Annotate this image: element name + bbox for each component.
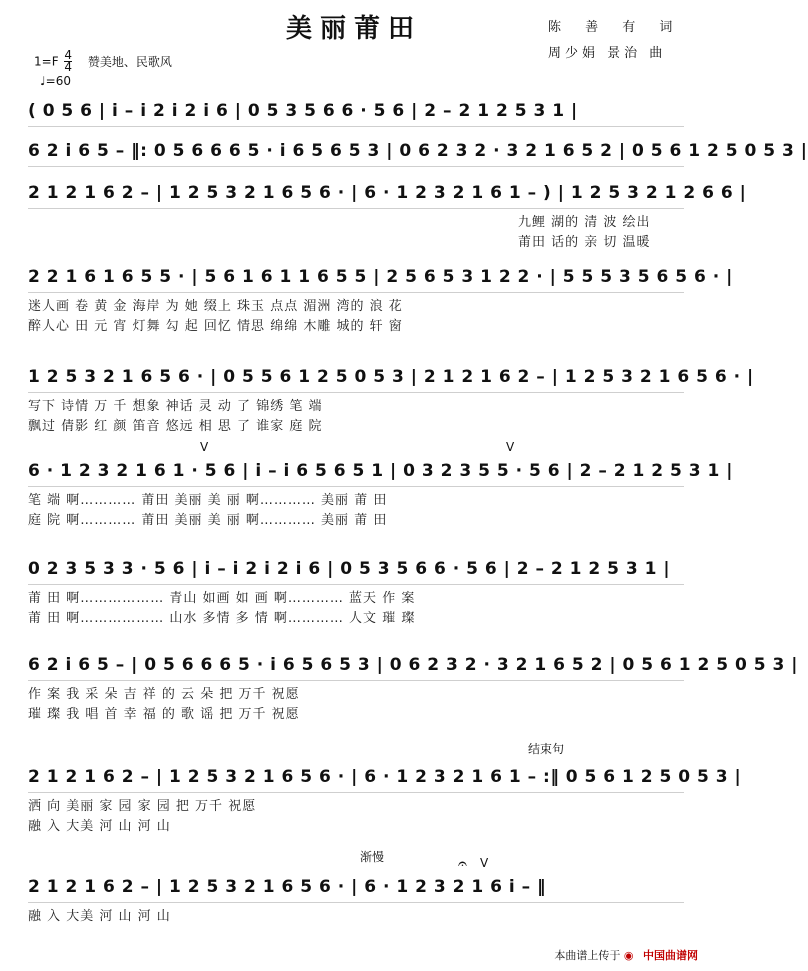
lyric-verse-2: 莆田 话的 亲 切 温暖 (518, 235, 651, 250)
score-line-6 (28, 440, 733, 531)
breath-mark: V (480, 856, 489, 870)
score-line-10 (28, 850, 684, 927)
score-line-7 (28, 554, 684, 629)
notation-row: 2 1 2 1 6 2 – | 1 2 5 3 2 1 6 5 6 · | 6 · 1 2 3 2 1 6 i – ‖ (28, 872, 684, 903)
lyric-verse-1: 融 入 大美 河 山 河 山 (28, 909, 171, 924)
score-line-8 (28, 650, 798, 725)
lyric-verse-1: 笔 端 啊………… 莆田 美丽 美 丽 啊………… 美丽 莆 田 (28, 493, 388, 508)
lyric-verse-1: 洒 向 美丽 家 园 家 园 把 万千 祝愿 (28, 799, 257, 814)
ending-label: 结束句 (528, 742, 565, 756)
lyric-verse-1: 迷人画 卷 黄 金 海岸 为 她 缀上 珠玉 点点 湄洲 湾的 浪 花 (28, 299, 403, 314)
lyric-verse-1: 作 案 我 采 朵 吉 祥 的 云 朵 把 万千 祝愿 (28, 687, 300, 702)
lyric-verse-2: 庭 院 啊………… 莆田 美丽 美 丽 啊………… 美丽 莆 田 (28, 513, 388, 528)
lyric-verse-2: 璀 璨 我 唱 首 幸 福 的 歌 谣 把 万千 祝愿 (28, 707, 300, 722)
score-line-2 (28, 136, 808, 167)
lyric-verse-1: 九鲤 湖的 清 波 绘出 (518, 215, 651, 230)
notation-row: 1 2 5 3 2 1 6 5 6 · | 0 5 5 6 1 2 5 0 5 3 | 2 1 2 1 6 2 – | 1 2 5 3 2 1 6 5 6 · | (28, 362, 684, 393)
notation-row: 2 1 2 1 6 2 – | 1 2 5 3 2 1 6 5 6 · | 6 · 1 2 3 2 1 6 1 – :‖ 0 5 6 1 2 5 0 5 3 | (28, 762, 684, 793)
lyric-verse-2: 飘过 倩影 红 颜 笛音 悠远 相 思 了 谁家 庭 院 (28, 419, 323, 434)
notation-row: 2 2 1 6 1 6 5 5 · | 5 6 1 6 1 1 6 5 5 | 2 5 6 5 3 1 2 2 · | 5 5 5 3 5 6 5 6 · | (28, 262, 684, 293)
notation-row: 2 1 2 1 6 2 – | 1 2 5 3 2 1 6 5 6 · | 6 · 1 2 3 2 1 6 1 – ) | 1 2 5 3 2 1 2 6 6 | (28, 178, 684, 209)
song-title: 美丽莆田 (285, 14, 422, 44)
notation-row: 6 2 i 6 5 – | 0 5 6 6 6 5 · i 6 5 6 5 3 | 0 6 2 3 2 · 3 2 1 6 5 2 | 0 5 6 1 2 5 0 5 3 | (28, 650, 684, 681)
score-line-3 (28, 178, 747, 253)
time-signature (64, 50, 72, 73)
score-line-1 (28, 96, 684, 127)
time-signature-bottom: 4 (64, 60, 73, 74)
site-name: 中国曲谱网 (643, 949, 698, 962)
time-signature-top: 4 (64, 48, 73, 62)
notation-row: 0 2 3 5 3 3 · 5 6 | i – i 2 i 2 i 6 | 0 5 3 5 6 6 · 5 6 | 2 – 2 1 2 5 3 1 | (28, 554, 684, 585)
breath-mark: V (200, 440, 209, 454)
score-line-9 (28, 742, 742, 837)
lyric-verse-2: 醉人心 田 元 宵 灯舞 勾 起 回忆 情思 绵绵 木雕 城的 轩 窗 (28, 319, 403, 334)
notation-row: 6 · 1 2 3 2 1 6 1 · 5 6 | i – i 6 5 6 5 1 | 0 3 2 3 5 5 · 5 6 | 2 – 2 1 2 5 3 1 | (28, 456, 684, 487)
lyricist-credit: 陈 善 有 词 (548, 20, 683, 35)
fermata-icon: 𝄐 (458, 854, 467, 873)
lyric-verse-2: 融 入 大美 河 山 河 山 (28, 819, 171, 834)
score-line-5 (28, 362, 754, 437)
breath-mark: V (506, 440, 515, 454)
lyric-verse-2: 莆 田 啊……………… 山水 多情 多 情 啊………… 人文 璀 璨 (28, 611, 416, 626)
upload-note: 本曲谱上传于 (554, 949, 621, 962)
site-logo-icon: ◉ (623, 949, 634, 962)
site-footer (554, 947, 698, 963)
notation-row: ( 0 5 6 | i – i 2 i 2 i 6 | 0 5 3 5 6 6 · 5 6 | 2 – 2 1 2 5 3 1 | (28, 96, 684, 127)
ritardando-label: 渐慢 (360, 850, 385, 864)
key-signature: 1=F (34, 54, 59, 69)
score-line-4 (28, 262, 733, 337)
notation-row: 6 2 i 6 5 – ‖: 0 5 6 6 6 5 · i 6 5 6 5 3 | 0 6 2 3 2 · 3 2 1 6 5 2 | 0 5 6 1 2 5 0 5 3 | (28, 136, 684, 167)
lyric-verse-1: 写下 诗情 万 千 想象 神话 灵 动 了 锦绣 笔 端 (28, 399, 323, 414)
key-and-meter (34, 50, 172, 73)
lyric-verse-1: 莆 田 啊……………… 青山 如画 如 画 啊………… 蓝天 作 案 (28, 591, 416, 606)
tempo-marking: ♩=60 (40, 74, 71, 88)
style-marking: 赞美地、民歌风 (87, 55, 172, 69)
composer-credit: 周少娟 景治 曲 (548, 46, 667, 61)
